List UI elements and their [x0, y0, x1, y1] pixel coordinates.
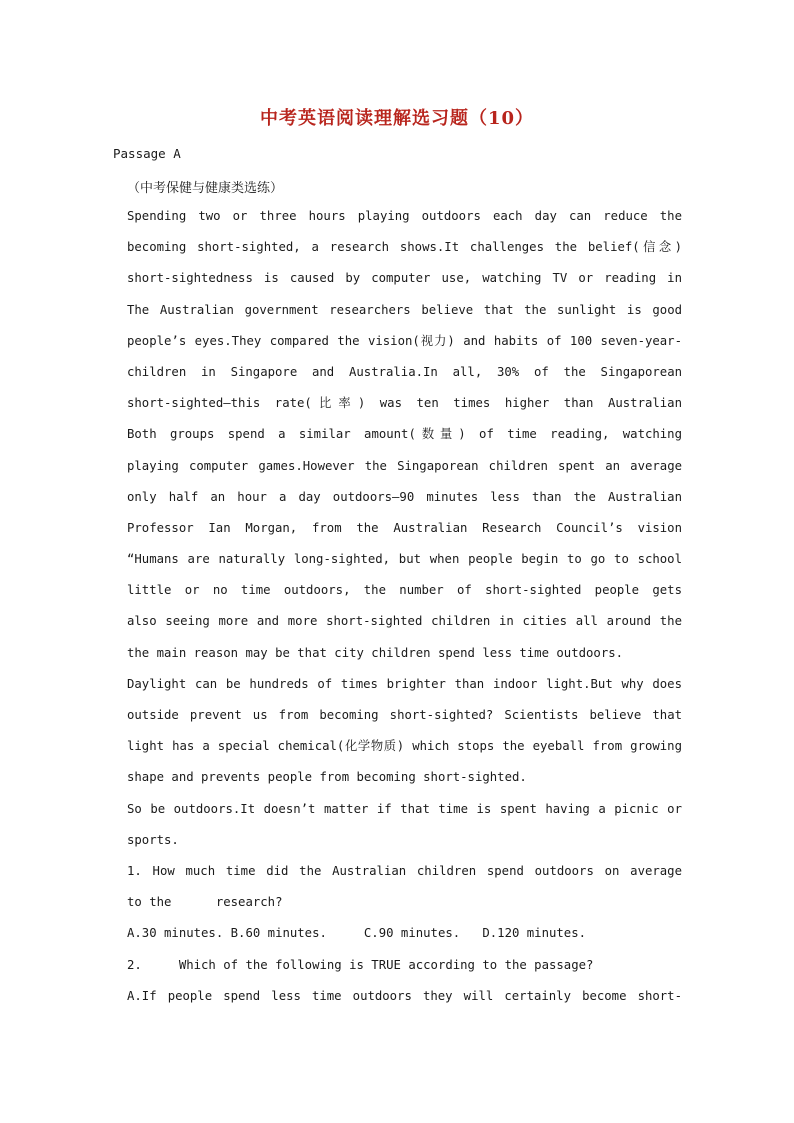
text-line: people’s eyes.They compared the vision(视力) and habits of 100 seven-year-: [127, 333, 682, 348]
text-line: 2. Which of the following is TRUE according to the passage?: [127, 957, 594, 972]
text-line: Spending two or three hours playing outdoors each day can reduce the: [127, 209, 682, 223]
text-line: also seeing more and more short-sighted children in cities all around the: [127, 614, 682, 629]
text-line: “Humans are naturally long-sighted, but when people begin to go to school: [127, 552, 682, 567]
text-line: So be outdoors.It doesn’t matter if that time is spent having a picnic or: [127, 801, 682, 816]
text-line: The Australian government researchers believe that the sunlight is good: [127, 302, 682, 317]
text-line: short-sightedness is caused by computer use, watching TV or reading in: [127, 271, 682, 286]
text-line: light has a special chemical(化学物质) which stops the eyeball from growing: [127, 739, 682, 754]
page-title: 中考英语阅读理解选习题（10）: [259, 108, 535, 129]
text-line: A.30 minutes. B.60 minutes. C.90 minutes. D.120 minutes.: [127, 926, 587, 941]
passage-subtitle: （中考保健与健康类选练）: [127, 181, 284, 196]
text-line: sports.: [127, 832, 179, 847]
passage-label: Passage A: [113, 146, 181, 161]
text-line: the main reason may be that city children spend less time outdoors.: [127, 645, 624, 660]
text-line: Professor Ian Morgan, from the Australian Research Council’s vision: [127, 520, 682, 535]
text-line: outside prevent us from becoming short-sighted? Scientists believe that: [127, 708, 682, 722]
text-line: little or no time outdoors, the number of short-sighted people gets: [127, 583, 682, 598]
text-line: children in Singapore and Australia.In all, 30% of the Singaporean: [127, 364, 682, 379]
text-line: 1. How much time did the Australian children spend outdoors on average: [127, 863, 682, 878]
text-line: shape and prevents people from becoming short-sighted.: [127, 770, 527, 785]
text-line: A.If people spend less time outdoors they will certainly become short-: [127, 988, 682, 1003]
text-line: short-sighted—this rate(比率) was ten times higher than Australian: [127, 396, 682, 411]
text-line: Both groups spend a similar amount(数量) of time reading, watching: [127, 427, 682, 442]
text-line: to the research?: [127, 895, 283, 910]
passage-body: [127, 201, 682, 1012]
text-line: only half an hour a day outdoors—90 minutes less than the Australian: [127, 489, 682, 504]
text-line: becoming short-sighted, a research shows.It challenges the belief(信念): [127, 240, 682, 255]
text-line: playing computer games.However the Singaporean children spent an average: [127, 458, 682, 473]
text-line: Daylight can be hundreds of times brighter than indoor light.But why does: [127, 676, 682, 691]
